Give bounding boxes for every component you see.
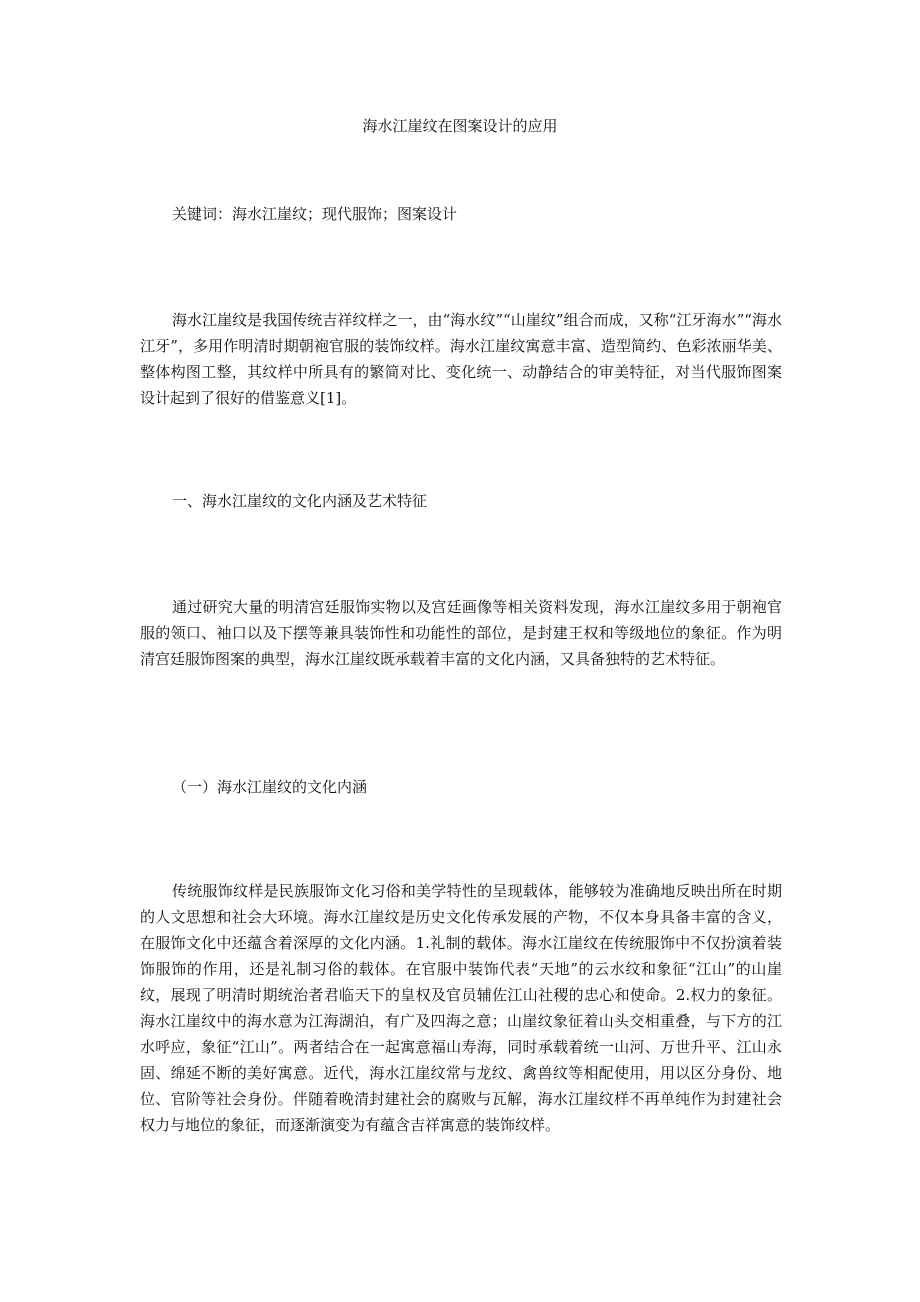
keywords-line: 关键词：海水江崖纹；现代服饰；图案设计 [172, 205, 458, 223]
paragraph-section-1: 通过研究大量的明清宫廷服饰实物以及宫廷画像等相关资料发现，海水江崖纹多用于朝袍官服的领口、袖口以及下摆等兼具装饰性和功能性的部位，是封建王权和等级地位的象征。作为明清宫廷服饰图案的典型，海水江崖纹既承载着丰富的文化内涵，又具备独特的艺术特征。 [140, 598, 782, 668]
paragraph-subsection-1: 传统服饰纹样是民族服饰文化习俗和美学特性的呈现载体，能够较为准确地反映出所在时期的人文思想和社会大环境。海水江崖纹是历史文化传承发展的产物，不仅本身具备丰富的含义，在服饰文化中还蕴含着深厚的文化内涵。1.礼制的载体。海水江崖纹在传统服饰中不仅扮演着装饰服饰的作用，还是礼制习俗的载体。在官服中装饰代表“天地”的云水纹和象征“江山”的山崖纹，展现了明清时期统治者君临天下的皇权及官员辅佐江山社稷的忠心和使命。2.权力的象征。海水江崖纹中的海水意为江海湖泊，有广及四海之意；山崖纹象征着山头交相重叠，与下方的江水呼应，象征“江山”。两者结合在一起寓意福山寿海，同时承载着统一山河、万世升平、江山永固、绵延不断的美好寓意。近代，海水江崖纹常与龙纹、禽兽纹等相配使用，用以区分身份、地位、官阶等社会身份。伴随着晚清封建社会的腐败与瓦解，海水江崖纹样不再单纯作为封建社会权力与地位的象征，而逐渐演变为有蕴含吉祥寓意的装饰纹样。 [140, 882, 782, 1134]
paragraph-intro: 海水江崖纹是我国传统吉祥纹样之一，由“海水纹”“山崖纹”组合而成，又称“江牙海水”“海水江牙”，多用作明清时期朝袍官服的装饰纹样。海水江崖纹寓意丰富、造型简约、色彩浓丽华美、整体构图工整，其纹样中所具有的繁简对比、变化统一、动静结合的审美特征，对当代服饰图案设计起到了很好的借鉴意义[1]。 [140, 311, 782, 407]
subsection-heading-1: （一）海水江崖纹的文化内涵 [172, 778, 368, 796]
document-title: 海水江崖纹在图案设计的应用 [362, 117, 558, 135]
section-heading-1: 一、海水江崖纹的文化内涵及艺术特征 [172, 492, 428, 510]
